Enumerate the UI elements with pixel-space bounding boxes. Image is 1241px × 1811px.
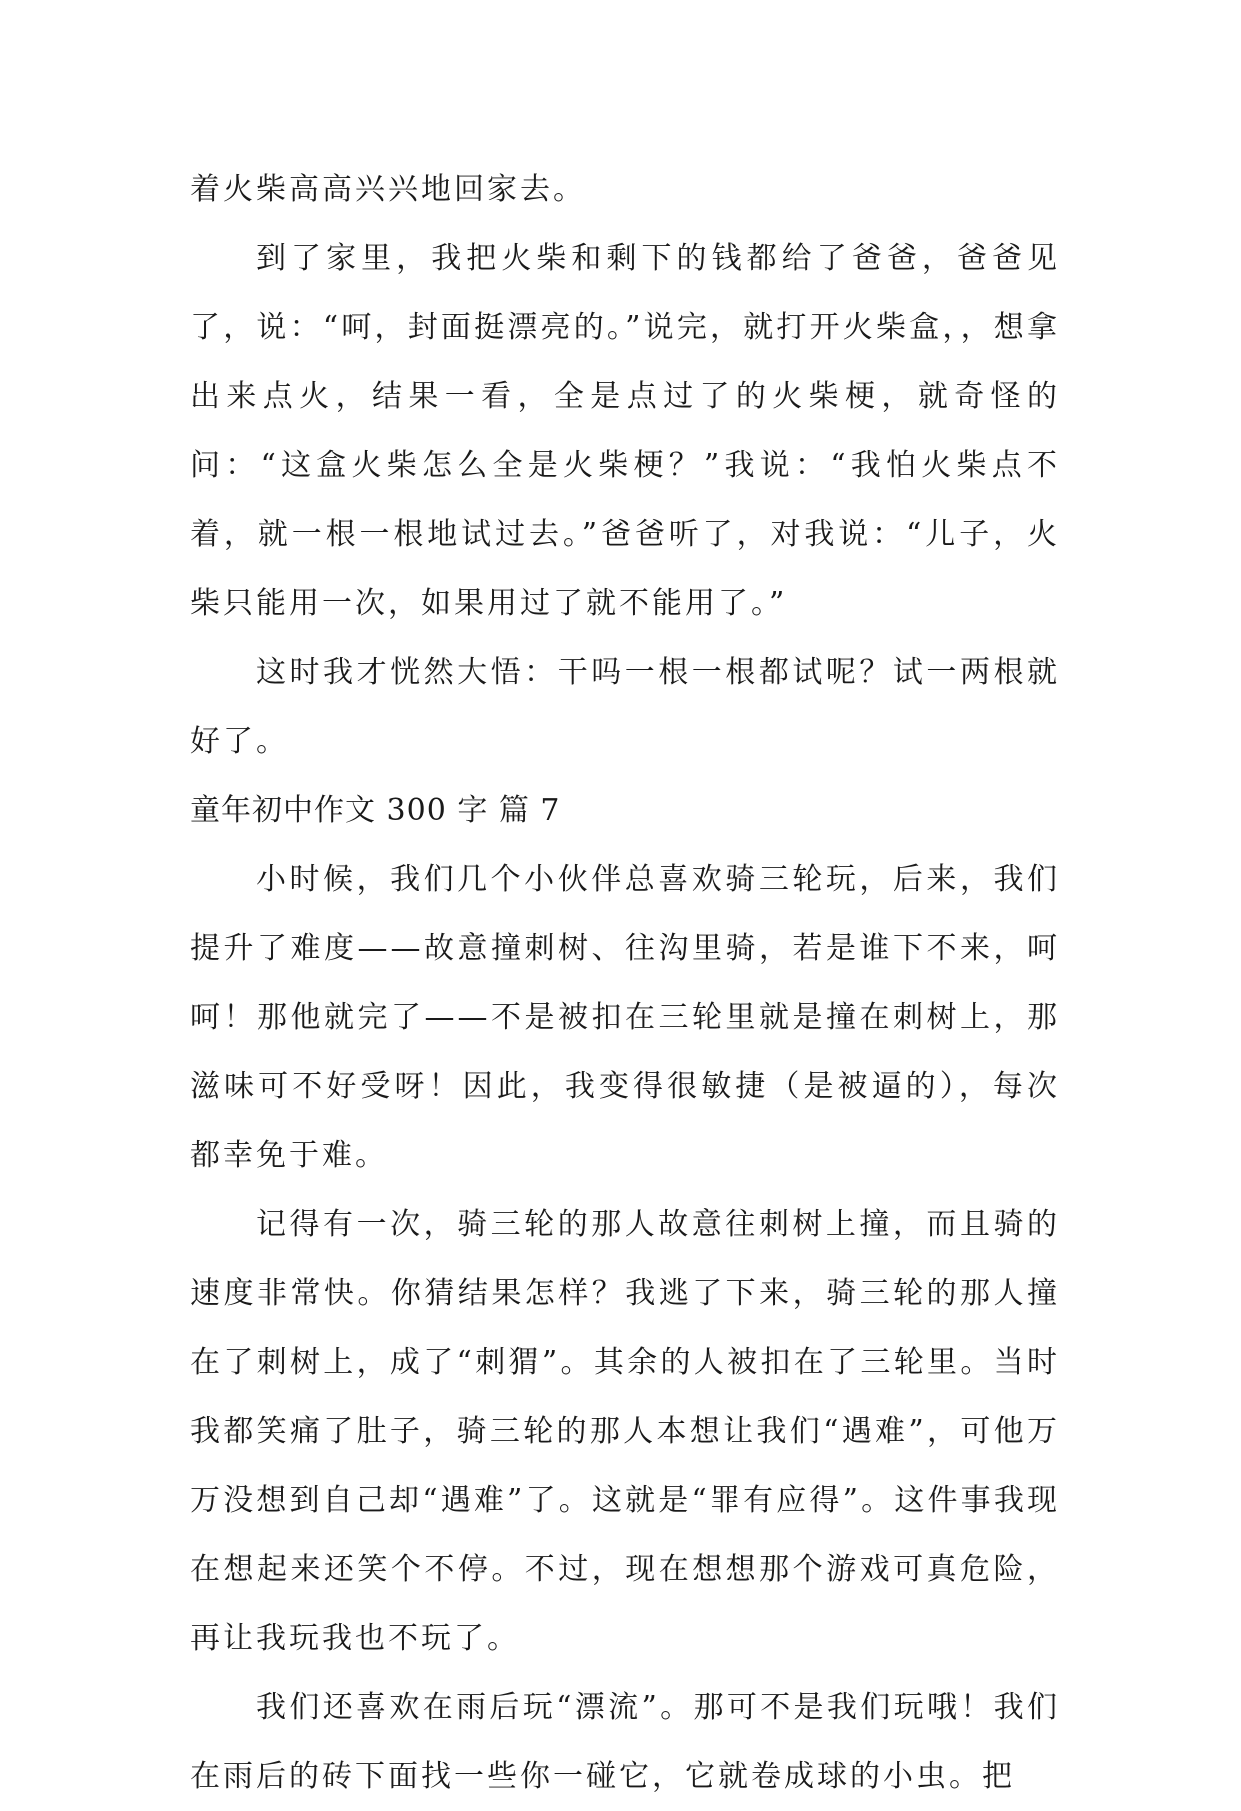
paragraph-realization: 这时我才恍然大悟：干吗一根一根都试呢？试一两根就好了。	[190, 655, 1060, 759]
paragraph-rafting: 我们还喜欢在雨后玩“漂流”。那可不是我们玩哦！我们在雨后的砖下面找一些你一碰它，它就卷成球的小虫。把	[190, 1690, 1060, 1794]
paragraph-memory: 记得有一次，骑三轮的那人故意往刺树上撞，而且骑的速度非常快。你猜结果怎样？我逃了下来，骑三轮的那人撞在了刺树上，成了“刺猬”。其余的人被扣在了三轮里。当时我都笑痛了肚子，骑三轮的那人本想让我们“遇难”，可他万万没想到自己却“遇难”了。这就是“罪有应得”。这件事我现在想起来还笑个不停。不过，现在想想那个游戏可真危险，再让我玩我也不玩了。	[190, 1207, 1060, 1656]
paragraph-continuation: 着火柴高高兴兴地回家去。	[190, 172, 586, 207]
paragraph-home: 到了家里，我把火柴和剩下的钱都给了爸爸，爸爸见了，说：“呵，封面挺漂亮的。”说完，就打开火柴盒，，想拿出来点火，结果一看，全是点过了的火柴梗，就奇怪的问：“这盒火柴怎么全是火柴梗？”我说：“我怕火柴点不着，就一根一根地试过去。”爸爸听了，对我说：“儿子，火柴只能用一次，如果用过了就不能用了。”	[190, 241, 1060, 621]
document-body	[190, 155, 1060, 1811]
paragraph-childhood: 小时候，我们几个小伙伴总喜欢骑三轮玩，后来，我们提升了难度——故意撞刺树、往沟里骑，若是谁下不来，呵呵！那他就完了——不是被扣在三轮里就是撞在刺树上，那滋味可不好受呀！因此，我变得很敏捷（是被逼的），每次都幸免于难。	[190, 862, 1060, 1173]
section-heading: 童年初中作文 300 字 篇 7	[190, 793, 561, 828]
